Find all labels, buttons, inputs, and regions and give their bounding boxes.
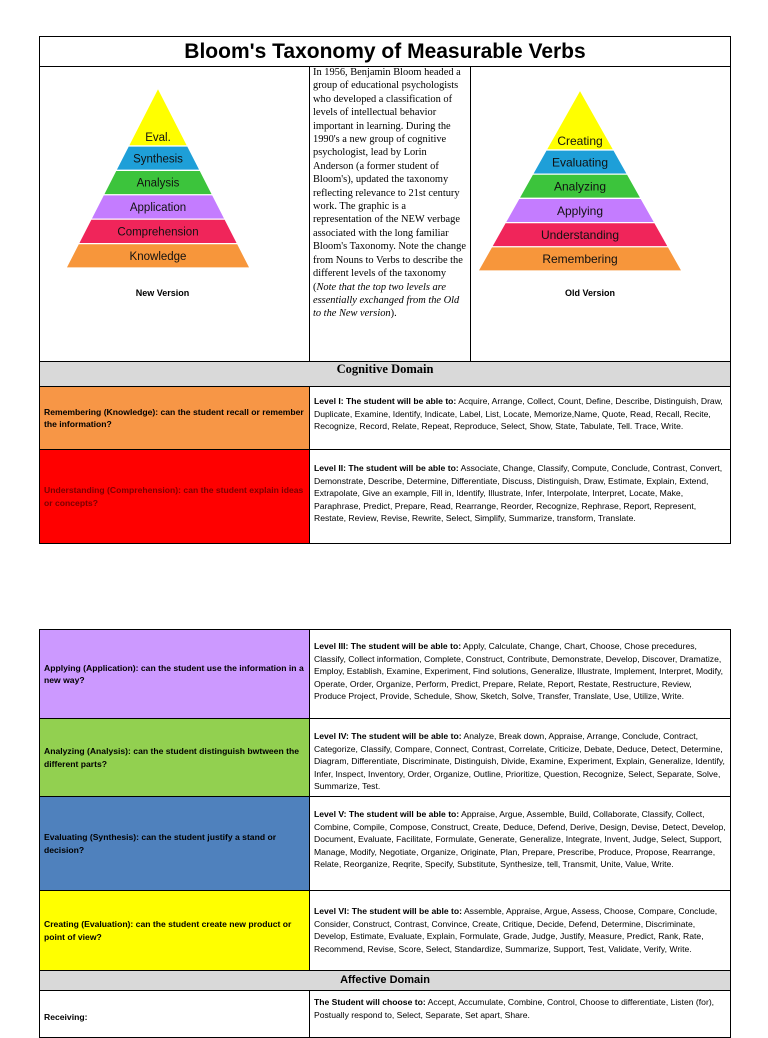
- new-version-caption: New Version: [135, 288, 190, 298]
- new-pyramid-level-label: Analysis: [136, 177, 180, 190]
- intro-note: Note that the top two levels are essentially exchanged from the Old to the New version: [313, 281, 460, 320]
- row-receiving-question: Receiving:: [39, 990, 310, 1038]
- old-pyramid-level-label: Creating: [557, 134, 603, 148]
- old-version-caption: Old Version: [564, 288, 615, 298]
- new-pyramid-level-label: Synthesis: [133, 153, 183, 166]
- intro-main: In 1956, Benjamin Bloom headed a group of educational psychologists who developed a classification of levels of intellectual behavior important in learning. During the 1990's a new group of cognitive psychologist, lead by Lorin Anderson (a former student of Bloom's), updated the taxonomy reflecting relevance to 21st century work. The graphic is a representation of the NEW verbage associated with the long familiar Bloom's Taxonomy. Note the change from Nouns to Verbs to describe the different levels of the taxonomy (: [313, 67, 466, 293]
- intro-end: ).: [390, 308, 397, 320]
- row-applying-question: Applying (Application): can the student use the information in a new way?: [39, 629, 310, 719]
- row-remembering-verbs: Level I: The student will be able to: Acquire, Arrange, Collect, Count, Define, Describe, Distinguish, Draw, Duplicate, Examine, Identify, Indicate, Label, List, Locate, Memorize,Name, Quote, Read, Recall, Recite, Recognize, Record, Relate, Repeat, Reproduce, Select, Show, State, Tabulate, Tell. Trace, Write.: [309, 386, 731, 450]
- row-analyzing-verbs: Level IV: The student will be able to: Analyze, Break down, Appraise, Arrange, Conclude, Contract, Categorize, Classify, Compare, Connect, Contrast, Correlate, Criticize, Debate, Deduce, Detect, Determine, Diagram, Differentiate, Discriminate, Distinguish, Divide, Examine, Experiment, Explain, Generalize, Identify, Infer, Inspect, Inventory, Order, Organize, Outline, Prioritize, Question, Recognize, Select, Separate, Solve, Summarize, Test.: [309, 718, 731, 797]
- page-title: Bloom's Taxonomy of Measurable Verbs: [39, 36, 731, 67]
- new-pyramid-level-label: Comprehension: [117, 226, 199, 239]
- new-pyramid-level-label: Knowledge: [129, 250, 187, 263]
- old-pyramid-level-label: Evaluating: [551, 155, 609, 170]
- old-pyramid-level-label: Applying: [556, 203, 604, 218]
- row-evaluating-question: Evaluating (Synthesis): can the student justify a stand or decision?: [39, 796, 310, 891]
- cognitive-domain-header: Cognitive Domain: [39, 361, 731, 387]
- row-applying-verbs: Level III: The student will be able to: Apply, Calculate, Change, Chart, Choose, Chose precedures, Classify, Collect information, Complete, Construct, Contribute, Demonstrate, Develop, Discover, Dramatize, Employ, Establish, Examine, Experiment, Find solutions, Generalize, Illustrate, Implement, Interpret, Modify, Operate, Order, Organize, Perform, Predict, Prepare, Relate, Report, Restate, Restructure, Review, Produce Project, Provide, Schedule, Show, Sketch, Solve, Transfer, Translate, Use, Utilize, Write.: [309, 629, 731, 719]
- old-pyramid-level-label: Remembering: [542, 252, 618, 267]
- row-remembering-question: Remembering (Knowledge): can the student recall or remember the information?: [39, 386, 310, 450]
- row-understanding-verbs: Level II: The student will be able to: Associate, Change, Classify, Compute, Conclude, Contrast, Convert, Demonstrate, Describe, Determine, Differentiate, Discuss, Distinguish, Draw, Estimate, Explain, Extend, Extrapolate, Give an example, Fill in, Identify, Illustrate, Infer, Interpolate, Interpret, Locate, Make, Paraphrase, Predict, Prepare, Read, Rearrange, Reorder, Recognize, Rephrase, Report, Represent, Restate, Review, Revise, Rewrite, Select, Simplify, Summarize, transform, Translate.: [309, 449, 731, 544]
- old-pyramid-level-label: Understanding: [540, 228, 620, 243]
- affective-domain-header: Affective Domain: [39, 970, 731, 991]
- row-understanding-question: Understanding (Comprehension): can the student explain ideas or concepts?: [39, 449, 310, 544]
- old-version-pyramid: [478, 90, 688, 274]
- intro-text: [309, 66, 471, 362]
- row-creating-question: Creating (Evaluation): can the student create new product or point of view?: [39, 890, 310, 971]
- row-receiving-verbs: The Student will choose to: Accept, Accumulate, Combine, Control, Choose to differentiate, Listen (for), Postually respond to, Select, Separate, Set apart, Share.: [309, 990, 731, 1038]
- row-creating-verbs: Level VI: The student will be able to: Assemble, Appraise, Argue, Assess, Choose, Compare, Conclude, Consider, Construct, Contrast, Convince, Create, Critique, Decide, Defend, Determine, Discriminate, Develop, Estimate, Evaluate, Explain, Formulate, Grade, Judge, Justify, Measure, Predict, Rank, Rate, Recommend, Revise, Score, Select, Standardize, Summarize, Support, Test, Validate, Verify, Write.: [309, 890, 731, 971]
- row-evaluating-verbs: Level V: The student will be able to: Appraise, Argue, Assemble, Build, Collaborate, Classify, Collect, Combine, Compile, Compose, Construct, Create, Deduce, Defend, Derive, Design, Devise, Detect, Develop, Document, Evaluate, Facilitate, Formulate, Generate, Generalize, Integrate, Invent, Judge, Select, Support, Manage, Modify, Negotiate, Organize, Originate, Plan, Prepare, Prescribe, Produce, Propose, Rearrange, Relate, Reorganize, Reqrite, Specify, Substitute, Synthesize, tell, Transmit, Unite, Value, Write.: [309, 796, 731, 891]
- new-pyramid-level-label: Application: [129, 202, 187, 215]
- row-analyzing-question: Analyzing (Analysis): can the student distinguish bwtween the different parts?: [39, 718, 310, 797]
- old-pyramid-level-label: Analyzing: [553, 179, 607, 194]
- new-pyramid-level-label: Eval.: [145, 132, 171, 144]
- new-version-pyramid: [66, 88, 260, 272]
